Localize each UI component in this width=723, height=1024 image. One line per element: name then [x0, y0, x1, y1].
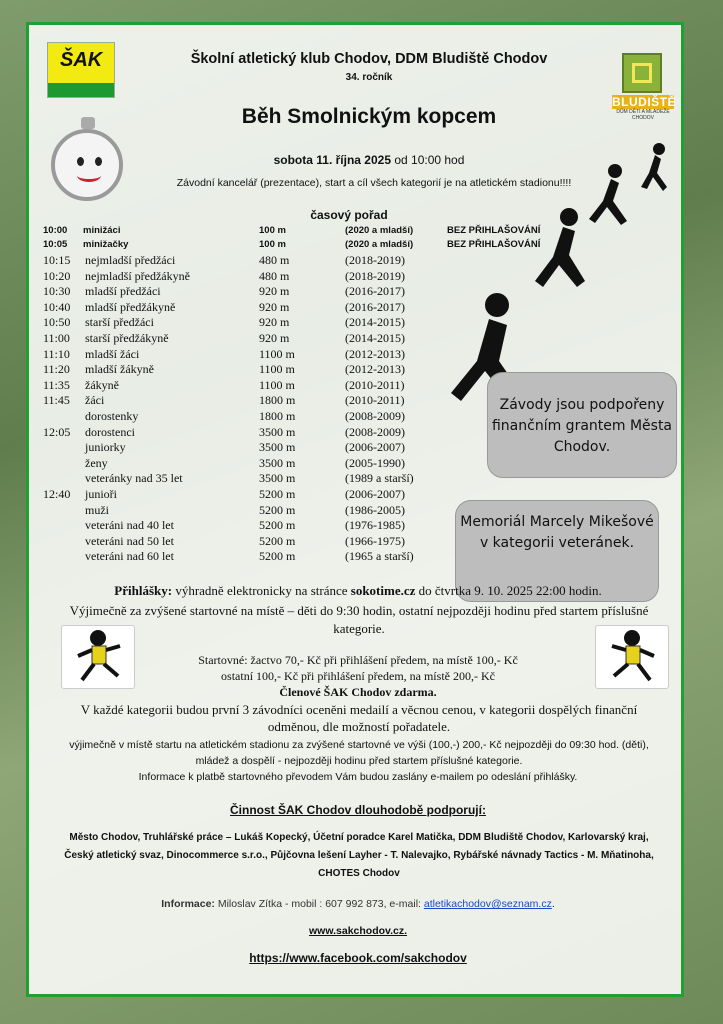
- schedule-category: juniorky: [85, 440, 126, 455]
- schedule-years: (2018-2019): [345, 268, 405, 283]
- contact-line: [43, 898, 673, 910]
- members-free: Členové ŠAK Chodov zdarma.: [279, 685, 437, 699]
- schedule-category: veteránky nad 35 let: [85, 471, 183, 486]
- schedule-category: minižáci: [83, 225, 121, 236]
- schedule-category: dorostenky: [85, 408, 139, 423]
- schedule-distance: 1100 m: [259, 346, 295, 361]
- schedule-category: junioři: [85, 486, 117, 501]
- schedule-row: [43, 378, 563, 394]
- schedule-years: (2005-1990): [345, 455, 405, 470]
- sak-logo: [47, 42, 115, 98]
- schedule-years: (2008-2009): [345, 424, 405, 439]
- schedule-row: [43, 239, 563, 253]
- schedule-years: (2012-2013): [345, 362, 405, 377]
- edition: 34. ročník: [345, 72, 393, 83]
- event-date-bold: sobota 11. října 2025: [273, 153, 391, 167]
- schedule-category: veteráni nad 50 let: [85, 533, 174, 548]
- contact-tail: .: [551, 898, 555, 910]
- sak-logo-text: ŠAK: [60, 49, 103, 71]
- schedule-category: žákyně: [85, 377, 119, 392]
- grant-bubble: [487, 372, 677, 478]
- schedule-category: ženy: [85, 455, 108, 470]
- awards-text: V každé kategorii budou první 3 závodníci oceněni medailí a věcnou cenou, v kategorii dospělých finanční odměnou, dle možností pořadatele.: [80, 702, 638, 734]
- exception-text: výjimečně v místě startu na atletickém stadionu za zvýšené startovné ve výši (100,-) 200,- Kč nejpozději do 09:30 hod. (děti), mládež a dospělí - nejpozději hodinu před startem příslušné kategorie.: [69, 739, 649, 767]
- schedule-category: minižačky: [83, 239, 129, 250]
- schedule-row: [43, 425, 563, 441]
- schedule-row: [43, 347, 563, 363]
- schedule-time: 11:35: [43, 377, 70, 392]
- schedule-years: (2012-2013): [345, 346, 405, 361]
- schedule-category: starší předžákyně: [85, 330, 169, 345]
- schedule-row: [43, 456, 563, 472]
- schedule-years: (1965 a starší): [345, 549, 414, 564]
- schedule-years: (2008-2009): [345, 408, 405, 423]
- schedule-distance: 3500 m: [259, 455, 296, 470]
- contact-email-link[interactable]: atletikachodov@seznam.cz: [423, 898, 552, 910]
- schedule-years: (2020 a mladší): [345, 225, 414, 236]
- schedule-category: veteráni nad 40 let: [85, 518, 174, 533]
- schedule-row: [43, 409, 563, 425]
- schedule-row: [43, 225, 563, 239]
- schedule-category: nejmladší předžákyně: [85, 268, 190, 283]
- schedule-distance: 3500 m: [259, 471, 296, 486]
- registration-label: Přihlášky:: [114, 583, 173, 598]
- sponsors-heading: Činnost ŠAK Chodov dlouhodobě podporují:: [230, 803, 486, 817]
- schedule-category: nejmladší předžáci: [85, 253, 176, 267]
- schedule-distance: 3500 m: [259, 440, 296, 455]
- schedule-row: [43, 440, 563, 456]
- schedule-time: 12:40: [43, 486, 71, 501]
- schedule-distance: 5200 m: [259, 518, 296, 533]
- schedule-time: 10:40: [43, 299, 71, 314]
- schedule-years: (2014-2015): [345, 330, 405, 345]
- schedule-years: (2018-2019): [345, 253, 405, 267]
- schedule-category: dorostenci: [85, 424, 135, 439]
- registration-line: [43, 583, 673, 599]
- schedule-category: muži: [85, 502, 109, 517]
- schedule-distance: 1100 m: [259, 362, 295, 377]
- schedule-distance: 100 m: [259, 225, 286, 236]
- schedule-distance: 920 m: [259, 330, 290, 345]
- memorial-text: Memoriál Marcely Mikešové v kategorii veteránek.: [460, 514, 654, 551]
- bludiste-logo: [612, 53, 676, 121]
- schedule-distance: 920 m: [259, 299, 290, 314]
- schedule-row: [43, 315, 563, 331]
- grant-text: Závody jsou podpořeny finančním grantem Města Chodov.: [491, 397, 673, 455]
- fees-line-1: Startovné: žactvo 70,- Kč při přihlášení předem, na místě 100,- Kč: [198, 653, 518, 667]
- schedule-time: 12:05: [43, 424, 71, 439]
- bludiste-logo-name: BLUDIŠTĚ: [612, 95, 676, 109]
- schedule-years: (2020 a mladší): [345, 239, 414, 250]
- contact-text: Miloslav Zítka - mobil : 607 992 873, e-mail:: [214, 898, 424, 910]
- schedule-row: [43, 300, 563, 316]
- schedule-row: [43, 269, 563, 285]
- schedule-distance: 1800 m: [259, 393, 296, 408]
- schedule-category: mladší předžákyně: [85, 299, 176, 314]
- schedule-time: 11:10: [43, 346, 70, 361]
- schedule-time: 11:20: [43, 362, 70, 377]
- schedule-time: 11:00: [43, 330, 70, 345]
- onsite-registration: Výjimečně za zvýšené startovné na místě – děti do 9:30 hodin, ostatní nejpozději hodinu před startem příslušné kategorie.: [69, 603, 649, 636]
- office-note: Závodní kancelář (prezentace), start a cíl všech kategorií je na atletickém stadionu!!!!: [176, 177, 572, 189]
- schedule-distance: 920 m: [259, 284, 290, 299]
- schedule-distance: 920 m: [259, 315, 290, 330]
- schedule-time: 10:00: [43, 225, 68, 236]
- schedule-distance: 1800 m: [259, 408, 296, 423]
- registration-site: sokotime.cz: [350, 583, 416, 598]
- registration-deadline: do čtvrtka 9. 10. 2025 22:00 hodin.: [415, 583, 602, 598]
- schedule-row: [43, 362, 563, 378]
- schedule-distance: 5200 m: [259, 533, 296, 548]
- schedule-years: (1976-1985): [345, 518, 405, 533]
- schedule-distance: 3500 m: [259, 424, 296, 439]
- club-title: Školní atletický klub Chodov, DDM Bludiště Chodov: [190, 51, 548, 67]
- stopwatch-icon: [47, 115, 129, 207]
- schedule-distance: 5200 m: [259, 502, 296, 517]
- schedule-time: 10:20: [43, 268, 71, 283]
- schedule-note: BEZ PŘIHLAŠOVÁNÍ: [447, 225, 541, 236]
- schedule-years: (2006-2007): [345, 440, 405, 455]
- schedule-distance: 5200 m: [259, 549, 296, 564]
- schedule-category: starší předžáci: [85, 315, 154, 330]
- poster-frame: [26, 22, 684, 997]
- schedule-years: (2014-2015): [345, 315, 405, 330]
- facebook-link[interactable]: https://www.facebook.com/sakchodov: [249, 951, 467, 965]
- schedule-category: veteráni nad 60 let: [85, 549, 174, 564]
- schedule-time: 10:30: [43, 284, 71, 299]
- schedule-category: mladší předžáci: [85, 284, 161, 299]
- schedule-time: 10:05: [43, 239, 68, 250]
- schedule-category: mladší žáci: [85, 346, 140, 361]
- schedule-time: 10:50: [43, 315, 71, 330]
- schedule-years: (1989 a starší): [345, 471, 414, 486]
- schedule-time: 10:15: [43, 253, 71, 267]
- schedule-years: (2006-2007): [345, 486, 405, 501]
- schedule-distance: 1100 m: [259, 377, 295, 392]
- web-link[interactable]: www.sakchodov.cz.: [308, 925, 408, 937]
- sponsors-list: Město Chodov, Truhlářské práce – Lukáš Kopecký, Účetní poradce Karel Matička, DDM Bludiště Chodov, Karlovarský kraj, Český atletický svaz, Dinocommerce s.r.o., Půjčovna lešení Layher - T. Nalevajko, Rybářské návnady Tactics - M. Mňatinoha, CHOTES Chodov: [64, 832, 654, 879]
- schedule-years: (2010-2011): [345, 377, 405, 392]
- schedule-years: (1966-1975): [345, 533, 405, 548]
- schedule-row: [43, 253, 563, 269]
- schedule-time: 11:45: [43, 393, 70, 408]
- schedule-title: časový pořad: [310, 208, 388, 222]
- schedule-row: [43, 393, 563, 409]
- schedule-row: [43, 471, 563, 487]
- payment-info: Informace k platbě startovného převodem Vám budou zaslány e-mailem po odeslání přihlášky.: [138, 771, 578, 783]
- schedule-category: žáci: [85, 393, 105, 408]
- schedule-category: mladší žákyně: [85, 362, 154, 377]
- event-date-time: od 10:00 hod: [391, 153, 465, 167]
- schedule-years: (2016-2017): [345, 299, 405, 314]
- contact-label: Informace:: [161, 898, 215, 910]
- schedule-years: (2016-2017): [345, 284, 405, 299]
- schedule-note: BEZ PŘIHLAŠOVÁNÍ: [447, 239, 541, 250]
- page-title: Běh Smolnickým kopcem: [241, 105, 497, 128]
- bludiste-logo-sub: DŮM DĚTÍ A MLÁDEŽE CHODOV: [616, 109, 670, 121]
- fees-line-2: ostatní 100,- Kč při přihlášení předem, na místě 200,- Kč: [221, 669, 495, 683]
- schedule-years: (1986-2005): [345, 502, 405, 517]
- schedule-distance: 480 m: [259, 253, 290, 267]
- schedule-years: (2010-2011): [345, 393, 405, 408]
- registration-text: výhradně elektronicky na stránce: [172, 583, 351, 598]
- schedule-row: [43, 331, 563, 347]
- schedule-distance: 100 m: [259, 239, 286, 250]
- schedule-distance: 5200 m: [259, 486, 296, 501]
- schedule-distance: 480 m: [259, 268, 290, 283]
- schedule-row: [43, 284, 563, 300]
